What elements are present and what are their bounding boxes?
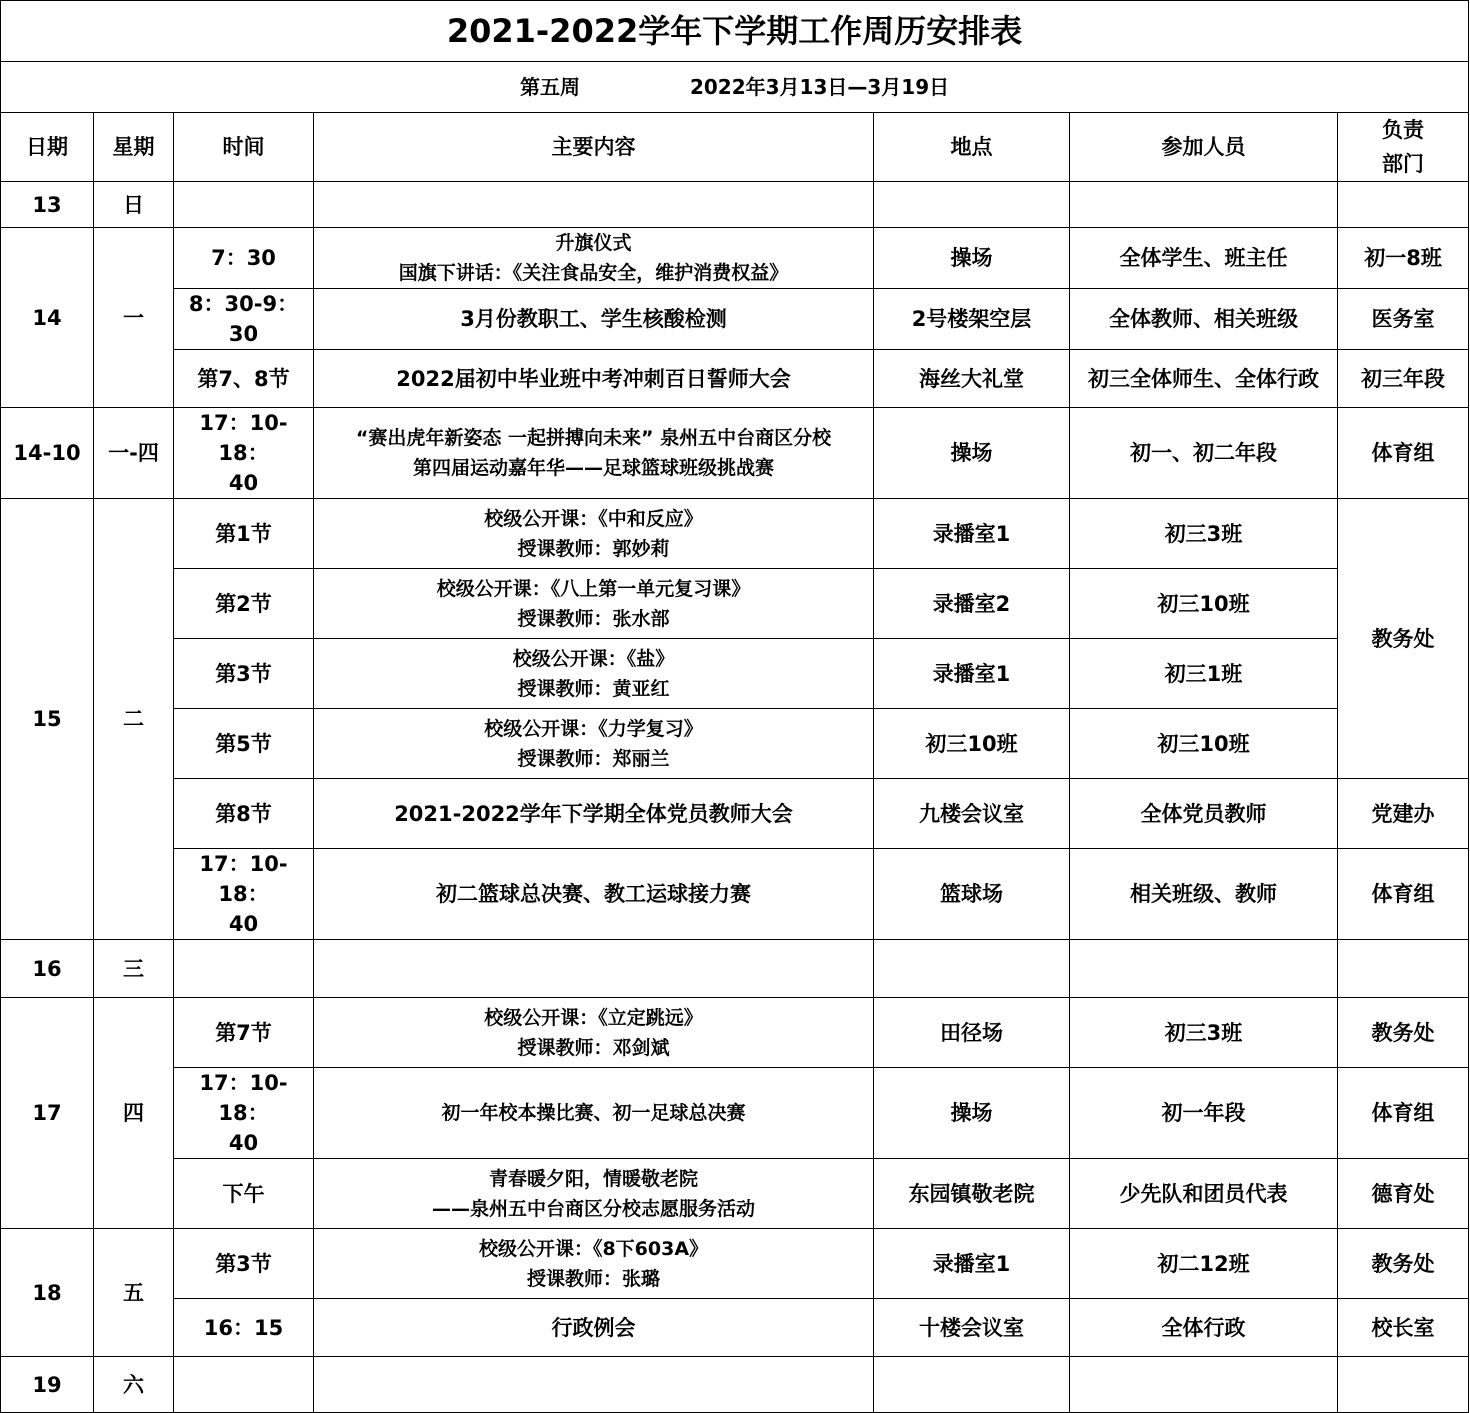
- time-cell: 17：10-18： 40: [174, 849, 314, 940]
- content-cell: 升旗仪式 国旗下讲话：《关注食品安全，维护消费权益》: [314, 228, 874, 289]
- table-row: [1, 940, 1469, 998]
- participants-cell: 全体教师、相关班级: [1070, 289, 1338, 350]
- date-cell: 13: [1, 182, 94, 228]
- location-cell: 初三10班: [874, 709, 1070, 779]
- date-cell: 16: [1, 940, 94, 998]
- table-row: [1, 289, 1469, 350]
- participants-cell: 全体行政: [1070, 1299, 1338, 1357]
- header-date: 日期: [1, 113, 94, 182]
- header-dept: [1338, 113, 1469, 182]
- dept-cell: 体育组: [1338, 408, 1469, 499]
- table-row: [1, 1159, 1469, 1229]
- content-cell: 校级公开课：《盐》 授课教师：黄亚红: [314, 639, 874, 709]
- table-row: [1, 779, 1469, 849]
- time-cell: 第7节: [174, 998, 314, 1068]
- content-cell: 2022届初中毕业班中考冲刺百日誓师大会: [314, 350, 874, 408]
- location-cell: 录播室1: [874, 1229, 1070, 1299]
- content-cell: 青春暖夕阳，情暖敬老院 ——泉州五中台商区分校志愿服务活动: [314, 1159, 874, 1229]
- location-cell: 田径场: [874, 998, 1070, 1068]
- dept-cell: 党建办: [1338, 779, 1469, 849]
- participants-cell: 初三3班: [1070, 499, 1338, 569]
- time-cell: 16：15: [174, 1299, 314, 1357]
- table-row: [1, 1229, 1469, 1299]
- participants-cell: 全体学生、班主任: [1070, 228, 1338, 289]
- content-cell: 2021-2022学年下学期全体党员教师大会: [314, 779, 874, 849]
- table-row: [1, 639, 1469, 709]
- dept-cell: 校长室: [1338, 1299, 1469, 1357]
- location-cell: 海丝大礼堂: [874, 350, 1070, 408]
- location-cell: 操场: [874, 408, 1070, 499]
- weekday-cell: 五: [94, 1229, 174, 1357]
- time-cell: 17：10-18： 40: [174, 408, 314, 499]
- table-row: [1, 1068, 1469, 1159]
- dept-cell: 德育处: [1338, 1159, 1469, 1229]
- content-cell: 校级公开课：《8下603A》 授课教师：张璐: [314, 1229, 874, 1299]
- table-row: [1, 182, 1469, 228]
- location-cell: 操场: [874, 1068, 1070, 1159]
- location-cell: 篮球场: [874, 849, 1070, 940]
- participants-cell: 初一、初二年段: [1070, 408, 1338, 499]
- table-row: [1, 849, 1469, 940]
- participants-cell: 初二12班: [1070, 1229, 1338, 1299]
- location-cell: 操场: [874, 228, 1070, 289]
- dept-cell: 教务处: [1338, 1229, 1469, 1299]
- weekday-cell: 一-四: [94, 408, 174, 499]
- content-cell: 初二篮球总决赛、教工运球接力赛: [314, 849, 874, 940]
- page-title: 2021-2022学年下学期工作周历安排表: [1, 1, 1469, 62]
- participants-cell: 初三10班: [1070, 569, 1338, 639]
- weekday-cell: 三: [94, 940, 174, 998]
- table-row: [1, 709, 1469, 779]
- date-cell: 18: [1, 1229, 94, 1357]
- participants-cell: 全体党员教师: [1070, 779, 1338, 849]
- participants-cell: 相关班级、教师: [1070, 849, 1338, 940]
- table-row: [1, 998, 1469, 1068]
- table-row: [1, 1357, 1469, 1413]
- location-cell: 九楼会议室: [874, 779, 1070, 849]
- dept-cell: 体育组: [1338, 849, 1469, 940]
- content-cell: 校级公开课：《中和反应》 授课教师：郭妙莉: [314, 499, 874, 569]
- time-cell: 8：30-9：30: [174, 289, 314, 350]
- dept-cell: 医务室: [1338, 289, 1469, 350]
- time-cell: 7：30: [174, 228, 314, 289]
- time-cell: 第7、8节: [174, 350, 314, 408]
- content-cell: 3月份教职工、学生核酸检测: [314, 289, 874, 350]
- table-row: [1, 1299, 1469, 1357]
- dept-cell: 初一8班: [1338, 228, 1469, 289]
- time-cell: 第5节: [174, 709, 314, 779]
- header-dept-line2: 部门: [1382, 152, 1425, 176]
- participants-cell: 初三10班: [1070, 709, 1338, 779]
- participants-cell: 初三全体师生、全体行政: [1070, 350, 1338, 408]
- header-row: [1, 113, 1469, 182]
- weekday-cell: 日: [94, 182, 174, 228]
- participants-cell: 少先队和团员代表: [1070, 1159, 1338, 1229]
- dept-cell: 教务处: [1338, 998, 1469, 1068]
- weekday-cell: 四: [94, 998, 174, 1229]
- participants-cell: 初一年段: [1070, 1068, 1338, 1159]
- weekday-cell: 二: [94, 499, 174, 940]
- date-cell: 19: [1, 1357, 94, 1413]
- date-cell: 14-10: [1, 408, 94, 499]
- header-participants: 参加人员: [1070, 113, 1338, 182]
- time-cell: 第3节: [174, 1229, 314, 1299]
- content-cell: 校级公开课：《八上第一单元复习课》 授课教师：张水部: [314, 569, 874, 639]
- dept-cell: 初三年段: [1338, 350, 1469, 408]
- date-cell: 15: [1, 499, 94, 940]
- header-location: 地点: [874, 113, 1070, 182]
- location-cell: 录播室1: [874, 499, 1070, 569]
- dept-cell: 教务处: [1338, 499, 1469, 779]
- time-cell: 第3节: [174, 639, 314, 709]
- header-weekday: 星期: [94, 113, 174, 182]
- participants-cell: 初三3班: [1070, 998, 1338, 1068]
- participants-cell: 初三1班: [1070, 639, 1338, 709]
- date-cell: 14: [1, 228, 94, 408]
- time-cell: 第1节: [174, 499, 314, 569]
- content-cell: “赛出虎年新姿态 一起拼搏向未来” 泉州五中台商区分校 第四届运动嘉年华——足球篮球班级挑战赛: [314, 408, 874, 499]
- date-cell: 17: [1, 998, 94, 1229]
- location-cell: 录播室2: [874, 569, 1070, 639]
- date-range: 2022年3月13日—3月19日: [689, 75, 950, 99]
- location-cell: 录播室1: [874, 639, 1070, 709]
- table-row: [1, 228, 1469, 289]
- time-cell: 第8节: [174, 779, 314, 849]
- content-cell: 行政例会: [314, 1299, 874, 1357]
- location-cell: 十楼会议室: [874, 1299, 1070, 1357]
- dept-cell: 体育组: [1338, 1068, 1469, 1159]
- content-cell: 初一年校本操比赛、初一足球总决赛: [314, 1068, 874, 1159]
- content-cell: 校级公开课：《力学复习》 授课教师：郑丽兰: [314, 709, 874, 779]
- week-label: 第五周: [519, 75, 580, 99]
- time-cell: 第2节: [174, 569, 314, 639]
- table-row: [1, 569, 1469, 639]
- table-row: [1, 350, 1469, 408]
- time-cell: 下午: [174, 1159, 314, 1229]
- content-cell: 校级公开课：《立定跳远》 授课教师：邓剑斌: [314, 998, 874, 1068]
- header-time: 时间: [174, 113, 314, 182]
- header-dept-line1: 负责: [1382, 118, 1425, 142]
- location-cell: 2号楼架空层: [874, 289, 1070, 350]
- table-row: [1, 499, 1469, 569]
- location-cell: 东园镇敬老院: [874, 1159, 1070, 1229]
- weekday-cell: 六: [94, 1357, 174, 1413]
- week-info: [1, 62, 1469, 113]
- table-row: [1, 408, 1469, 499]
- header-content: 主要内容: [314, 113, 874, 182]
- time-cell: 17：10-18： 40: [174, 1068, 314, 1159]
- weekday-cell: 一: [94, 228, 174, 408]
